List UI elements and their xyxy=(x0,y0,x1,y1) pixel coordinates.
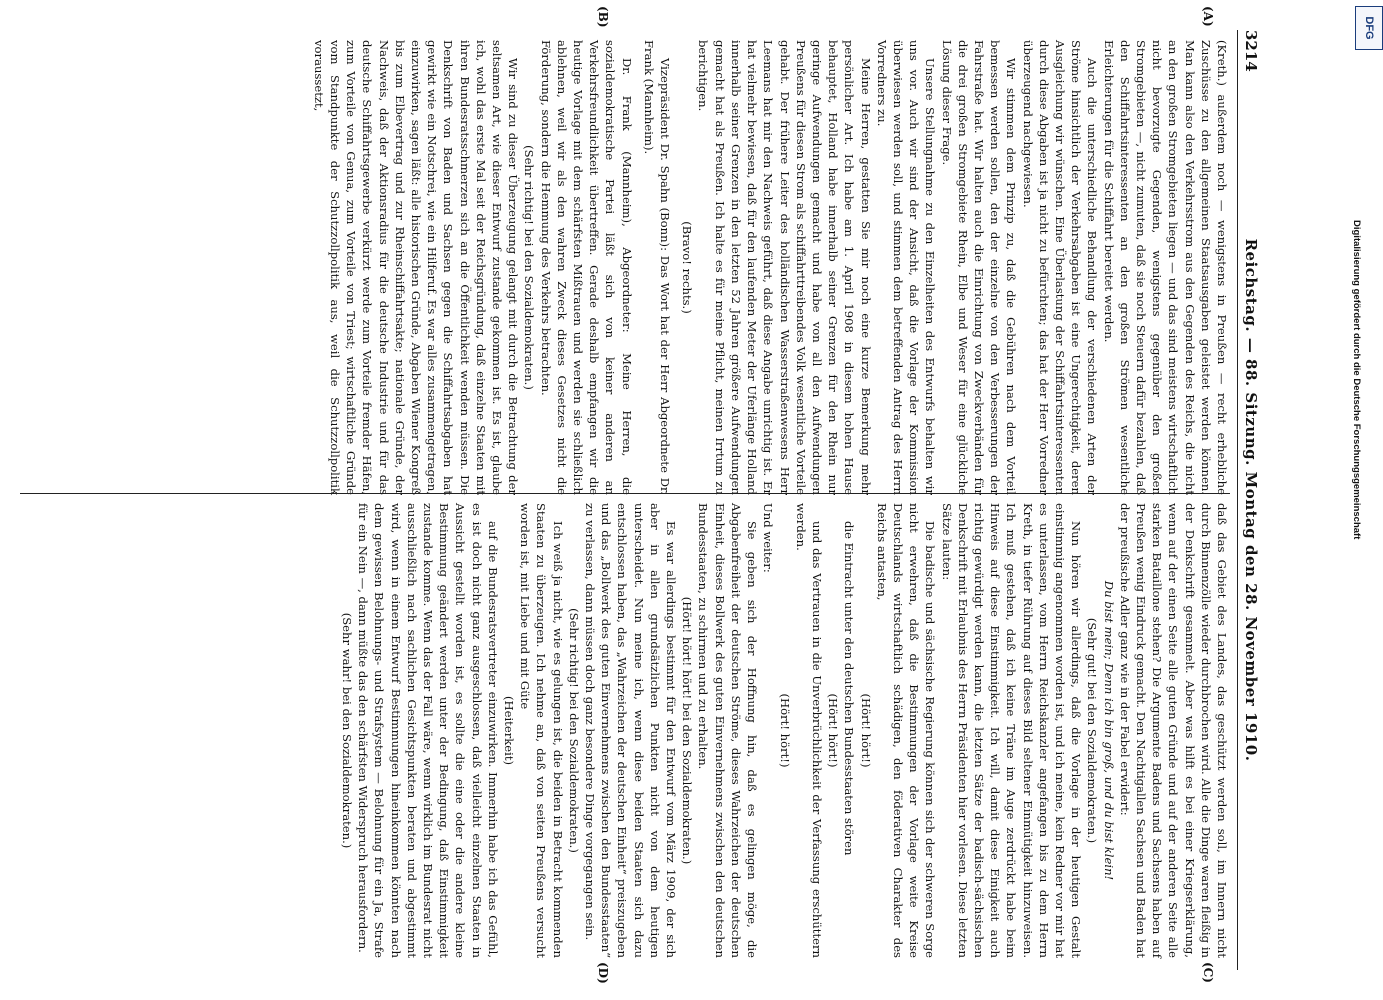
left-column-paragraph: Unsere Stellungnahme zu den Einzelheiten des Entwurfs behalten wir uns vor. Auch wir sind der Ansicht, daß die Vorlage der Kommission überwiesen werden soll, und stimmen dem betreffenden Antrag des Herrn Vorredners zu. xyxy=(874,40,938,495)
margin-marker-b: (B) xyxy=(596,6,610,28)
left-column-paragraph: (Sehr richtig! bei den Sozialdemokraten.) xyxy=(522,145,537,390)
margin-marker-d: (D) xyxy=(596,962,610,984)
page-title: Reichstag. — 88. Sitzung. Montag den 28. November 1910. xyxy=(1242,238,1260,762)
left-column-paragraph: Meine Herren, gestatten Sie mir noch eine kurze Bemerkung mehr persönlicher Art. Ich habe am 1. April 1908 in diesem hohen Hause behauptet, Holland habe innerhalb seiner Grenzen für den Rhein nur geringe Aufwendungen gemacht und habe von all den Aufwendungen Preußens für diesen Strom als schiffahrttreibendes Volk wesentliche Vorteile gehabt. Der frühere Leiter des holländischen Wasserstraßenwesens Herr Leemans hat mir den Nachweis geführt, daß diese Angabe unrichtig ist. Er hat vielmehr bewiesen, daß für den laufenden Meter der Uferlänge Holland innerhalb seiner Grenzen in den letzten 52 Jahren größere Aufwendungen gemacht hat als Preußen. Ich halte es für meine Pflicht, meinen Irrtum zu berichtigen. xyxy=(696,40,873,495)
right-column-paragraph: Die badische und sächsische Regierung können sich der schweren Sorge nicht erwehren, daß die Bestimmungen der Vorlage weite Kreise Deutschlands wirtschaftlich schädigen, den föderativen Charakter des Reichs antasten, xyxy=(874,503,938,958)
column-divider xyxy=(20,493,1230,494)
left-column-paragraph: Wir sind zu dieser Überzeugung gelangt mit durch die Betrachtung der seltsamen Art, wie dieser Entwurf zustande gekommen ist. Es ist, glaube ich, wohl das erste Mal seit der Reichsgründung, daß einzelne Staaten mit ihren Bundesratsschmerzen sich an die Öffentlichkeit wenden müssen. Die Denkschrift von Baden und Sachsen gegen die Schiffahrtsabgaben hat gewirkt wie ein Notschrei, wie ein Hilferuf. Es war alles zusammengetragen, einzuwirken, sagen läßt: alle historischen Gründe, Abgaben Wiener Kongreß bis zum Elbevertrag und zur Rheinschiffahrtsakte; nationale Gründe, der Nachweis, daß der Aktionsradius für die deutsche Industrie und für das deutsche Schiffahrtsgewerbe verkürzt werde zum Vorteile fremder Häfen, zum Vorteile von Genua, zum Vorteile von Triest; wirtschaftliche Gründe vom Standpunkte der Schutzzollpolitik aus, weil die Schutzzollpolitik voraussetzt, xyxy=(311,40,521,495)
right-column-paragraph: und das Vertrauen in die Unverbrüchlichkeit der Verfassung erschüttern werden. xyxy=(793,503,824,958)
margin-marker-c: (C) xyxy=(1201,962,1215,983)
left-column-paragraph: Auch die unterschiedliche Behandlung der verschiedenen Arten der Ströme hinsichtlich der Verkehrsabgaben ist eine Ungerechtigkeit, deren Ausgleichung wir wünschen. Eine Überlastung der Schiffahrtsinteressenten durch diese Abgaben ist ja nicht zu befürchten; das hat der Herr Vorredner überzeugend nachgewiesen. xyxy=(1020,40,1100,495)
left-column xyxy=(20,40,1230,495)
right-column-paragraph: Ich weiß ja nicht, wie es gelungen ist, die beiden in Betracht kommenden Staaten zu überzeugen. Ich nehme an, daß von seiten Preußens versucht worden ist, mit Liebe und mit Güte xyxy=(518,503,565,958)
right-column-paragraph: Sie geben sich der Hoffnung hin, daß es gelingen möge, die Abgabenfreiheit der deutschen Ströme, dieses Wahrzeichen der deutschen Einheit, dieses Bollwerk des guten Einvernehmens zwischen den deutschen Bundesstaaten, zu schirmen und zu erhalten. xyxy=(696,503,760,958)
left-column-paragraph: Vizepräsident Dr. Spahn (Bonn): Das Wort hat der Herr Abgeordnete Dr. Frank (Mannheim). xyxy=(641,40,673,495)
right-column-paragraph: Nun hören wir allerdings, daß die Vorlage in der heutigen Gestalt einstimmig angenommen worden ist, und ich meine, kein Redner vor mir hat es unterlassen, vom Herrn Reichskanzler angefangen bis zu dem Herrn Kreth, in tiefer Rührung auf dieses Bild seltener Einmütigkeit hinzuweisen. Ich muß gestehen, daß ich keine Träne im Auge zerdrückt habe beim Hinweis auf diese Einstimmigkeit. Ich will, damit diese Einigkeit auch richtig gewürdigt werden kann, die letzten Sätze der badisch-sächsischen Denkschrift mit Erlaubnis des Herrn Präsidenten hier vorlesen. Diese letzten Sätze lauten: xyxy=(939,503,1084,958)
margin-marker-a: (A) xyxy=(1201,6,1215,27)
right-column-paragraph: Und weiter: xyxy=(761,503,776,573)
right-column-paragraph: (Sehr wahr! bei den Sozialdemokraten.) xyxy=(340,612,355,849)
right-column-paragraph: auf die Bundesratsvertreter einzuwirken. Immerhin habe ich das Gefühl, es ist doch nicht ganz ausgeschlossen, daß vielleicht einzelnen Staaten in Aussicht gestellt worden ist, es sollte die eine oder die andere kleine Bestimmung geändert werden unter der Bedingung, daß Einstimmigkeit zustande komme. Wenn das der Fall wäre, wenn wirklich im Bundesrat nicht ausschließlich nach sachlichen Gesichtspunkten beraten und abgestimmt wird, wenn in einem Entwurf Bestimmungen hineinkommen könnten nach dem gewissen Belohnungs- und Strafsystem — Belohnung für ein Ja, Strafe für ein Nein —, dann müßte das den schärfsten Widerspruch herausfordern. xyxy=(356,503,500,958)
right-column-paragraph: daß das Gebiet des Landes, das geschützt werden soll, im Innern nicht durch Binnenzölle wieder durchbrochen wird. Alle die Dinge waren fleißig in der Denkschrift gesammelt. Aber was hilft es bei einer Kriegserklärung, wenn auf der einen Seite alle guten Gründe und auf der anderen Seite alle starken Bataillone stehen? Die Argumente Badens und Sachsens haben auf Preußen wenig Eindruck gemacht. Den Nachtigallen Sachsen und Baden hat der preußische Adler ganz wie in der Fabel erwidert: xyxy=(1117,503,1229,958)
document-page xyxy=(10,0,1330,1000)
left-column-paragraph: Wir stimmen dem Prinzip zu, daß die Gebühren nach dem Vorteil bemessen werden sollen, den der einzelne von den Verbesserungen der Fahrstraße hat. Wir halten auch die Einrichtung von Zweckverbänden für die drei großen Stromgebiete Rhein, Elbe und Weser für eine glückliche Lösung dieser Frage. xyxy=(939,40,1019,495)
right-column-paragraph: (Hört! hört!) xyxy=(826,693,841,768)
right-column-paragraph: (Sehr gut! bei den Sozialdemokraten.) xyxy=(1085,617,1100,844)
digitization-note: Digitalisierung gefördert durch die Deutsche Forschungsgemeinschaft xyxy=(1351,220,1362,540)
right-column-paragraph: (Sehr richtig! bei den Sozialdemokraten.) xyxy=(566,608,581,853)
page-header xyxy=(1237,30,1262,970)
right-column-paragraph: (Heiterkeit) xyxy=(502,695,517,766)
left-column-paragraph: (Bravo! rechts.) xyxy=(680,221,695,314)
left-column-paragraph: (Kreth.) außerdem noch — wenigstens in Preußen — recht erhebliche Zuschüsse zu den allgemeinen Staatsausgaben geleistet werden können. Man kann also den Verkehrsstrom aus den Gegenden des Reichs, die nicht an den großen Stromgebieten liegen — und das sind meistens wirtschaftlich nicht bevorzugte Gegenden, wenigstens gegenüber den großen Stromgebieten —, nicht zumuten, daß sie noch Steuern dafür bezahlen, daß den Schiffahrtsinteressenten an den großen Strömen wesentliche Erleichterungen für die Schiffahrt bereitet werden. xyxy=(1101,40,1229,495)
right-column-paragraph: (Hört! hört!) xyxy=(858,693,873,768)
right-column-paragraph: (Hört! hört! hört! bei den Sozialdemokraten.) xyxy=(680,596,695,865)
right-column-paragraph: die Eintracht unter den deutschen Bundesstaaten stören xyxy=(842,521,857,856)
dfg-logo: DFG xyxy=(1355,6,1383,50)
left-column-paragraph: Dr. Frank (Mannheim), Abgeordneter: Meine Herren, die sozialdemokratische Partei läßt sich von keiner anderen an Verkehrsfreundlichkeit übertreffen. Gerade deshalb empfangen wir die heutige Vorlage mit dem schärfsten Mißtrauen und werden sie schließlich ablehnen, weil wir als den wahren Zweck dieses Gesetzes nicht die Förderung, sondern die Hemmung des Verkehrs betrachten. xyxy=(538,40,634,495)
right-column-paragraph: (Hört! hört!) xyxy=(777,693,792,768)
right-column-paragraph: Es war allerdings bestimmt für den Entwurf vom März 1909, der sich aber in allen grundsätzlichen Punkten nicht von dem heutigen unterscheidet. Nun meine ich, wenn diese beiden Staaten sich dazu entschlossen haben, das „Wahrzeichen der deutschen Einheit“ preiszugeben und das „Bollwerk des guten Einvernehmens zwischen den Bundesstaaten“ zu verlassen, dann müssen doch ganz besondere Dinge vorgegangen sein. xyxy=(583,503,679,958)
page-number: 3214 xyxy=(1242,30,1260,72)
right-column xyxy=(20,503,1230,958)
right-column-paragraph: Du bist mein; Denn ich bin groß, und du bist klein! xyxy=(1101,580,1116,881)
